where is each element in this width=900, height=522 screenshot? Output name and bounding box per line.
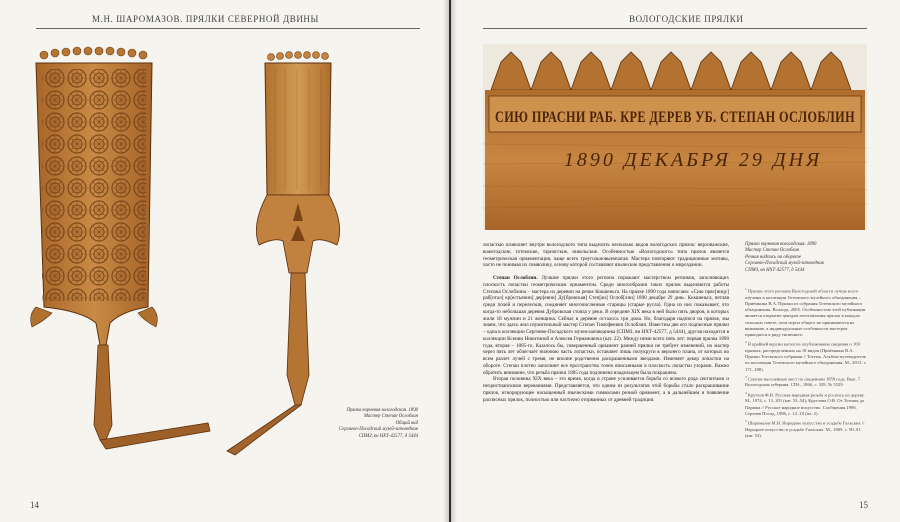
paragraph: лопастью позволяет внутри вологодского типа выделить несколько видов вологодских прялок: верховажские, вожегодские, тотемские, тарногские, никольские. Особенностью «Вологодского» типа прялок является геометрическая орнаментация, чаще всего треугольновыемчатая. Мастера повторяют традиционные мотивы, часто не понимая их символику, основу которой составляют языческие представления о мироздании.: [483, 242, 729, 269]
footnote: $^3$ Списки населенных мест по сведениям 1859 года. Вып. 7. Вологодская губерния. СПб., 1866, с. 329, № 5529.: [745, 374, 862, 388]
caption-line: Резная надпись на обороте: [745, 254, 801, 260]
inscription-line-2: 1890 ДЕКАБРЯ 29 ДНЯ: [563, 149, 823, 171]
paragraph: Вторая половина XIX века – это время, когда в стране усиливается борьба со всякого рода сектантами и нехристианскими верованиями. Представляется, что одним из результатов этой борьбы стало раскрашивание прялок, игнорирующее насыщенный языческими символами резной орнамент, а в дальнейшем и появление расписных прялок, полностью или частично оторванных от древней традиции.: [483, 376, 729, 403]
photo-caption-left: [296, 408, 418, 440]
caption-line: Мастер Степан Ослоблин: [363, 414, 418, 420]
inscription-line-1: СИЮ ПРАСНИ РАБ. КРЕ ДЕРЕВ УБ. СТЕПАН ОСЛОБЛИН: [495, 109, 856, 126]
book-gutter: [443, 0, 457, 522]
caption-line: Прялка корневая вологодская. 1890: [745, 242, 817, 247]
caption-line: СПМЗ, вн НХТ-42577, д 5444: [745, 267, 805, 273]
right-page: [451, 0, 900, 522]
caption-line: СПМЗ, вн НХТ-42577, д 5444: [358, 433, 418, 439]
caption-line: Общий вид: [395, 420, 418, 426]
footnote-text: Шаромазов М.Н. Народное искусство в усадьбе Гальских // Народное искусство в усадьбе Гальских. М., 2009, с. 90–91 (кат. 53).: [745, 420, 865, 438]
footnote: $^5$ Шаромазов М.Н. Народное искусство в усадьбе Гальских // Народное искусство в усадьбе Гальских. М., 2009, с. 90–91 (кат. 53).: [745, 418, 865, 438]
caption-line: Сергиево-Посадский музей-заповедник: [339, 427, 418, 433]
carved-inscription-photo: [483, 44, 867, 230]
caption-line: Мастер Степан Ослоблин: [745, 248, 800, 254]
footnote-text: Списки населенных мест по сведениям 1859 года. Вып. 7. Вологодская губерния. СПб., 1866, с. 329, № 5529.: [745, 376, 862, 388]
footnote-text: Круглов Ф.В. Русская народная резьба и роспись по дереву. М., 1974, с. 13, 201 (кат. 53–54); Круглова О.В. От Тотьмы до Парижа // Русское народное искусство. Сообщения 1996. Сергиев Посад, 1998, с. 12–18 (ил. 2).: [745, 392, 865, 416]
paragraph-text: Лучшие прялки этого региона поражают мастерством резчиков, заполняющих плоскость лопастки геометрическим орнаментом. Среди многообразия таких прялок выделяются работы Степана Ослоблина – мастера из деревни на речке Кокшеньга. На прялке 1890 года написано: «Сию пряс[ницу] раб[отал] кр[естьянин] дер[евни] Ду[бровская] Степ[ан] Ослоб[лин] 1890 декабре 29 дня». Кокшеньга, петляя среди полей и перелесков, соединяет многочисленные старицы (старые русла). Одна из них показывает, что когда-то небольшая деревня Дубровская стояла у реки. В середине XIX века в ней было пять дворов, в которых жили 18 мужчин и 21 женщина. Сейчас в деревне осталось три дома. Но, благодаря надписи на прялке, мы знаем, что здесь жил изумительный мастер Степан Тимофеевич Ослоблин. Известны две его подписные прялки – одна в коллекции Сергиево-Посадского музея-заповедника (СПМЗ, вн НХТ-42577, д 5444), другая находится в коллекции Ксении Никитиной и Алексея Германовича (кат. 22). Между ними всего пять лет: первая прялка 1890 года, вторая – 1885-го. Казалось бы, совершенный орнамент ранней прялки не требует изменений, но мастер через пять лет облегчает нижнюю часть лопастки, оставляет лишь полукруги в верхнего плана, от которых во всем разлет лучей с тремя, не вполне родственно раскрашенными звездами. Изменяет декор лопастки на обороте. Степан плотно заполняет все пространство точно вписанными в плоскость лопастки узорами. Важно обратить внимание, что резьба прялки 1885 года подчинена владельцем была покрашена.: [483, 275, 729, 376]
page-number-left: 14: [30, 500, 39, 510]
footnote: $^2$ В крайней версии каталога опубликованы сведения о 169 прялках, распределенных на 18 видов (Приёмкина В.А. Прялки Тотемского собрания // Тотемь. Альбом-путеводитель по коллекции Тотемского музейного объединения. М., 2013. с. 171–188).: [745, 340, 867, 372]
distaff-reverse-photo: [205, 45, 395, 465]
footnote: $^1$ Прялки этого региона Вологодской области лучше всего изучены в коллекции Тотемского музейного объединения – Приёмкина В.А. Прялки из собрания Тотемского музейного объединения. Вологда, 2005. Особенностью этой публикации является открытие центров изготовления прялок в каждом сельском совете, хотя черты общего не принимаются во внимание, а индивидуальные особенности мастеров приводятся к ряду типичного.: [745, 287, 866, 337]
footnote-text: Прялки этого региона Вологодской области лучше всего изучены в коллекции Тотемского музейного объединения – Приёмкина В.А. Прялки из собрания Тотемского музейного объединения. Вологда, 2005. Особенностью этой публикации является открытие центров изготовления прялок в каждом сельском совете, хотя черты общего не принимаются во внимание, а индивидуальные особенности мастеров приводятся к ряду типичного.: [745, 288, 866, 337]
caption-line: Сергиево-Посадский музей-заповедник: [745, 261, 824, 267]
article-body: [483, 242, 729, 403]
photo-caption-right: [745, 242, 869, 274]
page-number-right: 15: [859, 500, 868, 510]
paragraph: [483, 275, 729, 376]
header-rule-left: [36, 28, 420, 29]
running-head-left: М.Н. ШАРОМАЗОВ. ПРЯЛКИ СЕВЕРНОЙ ДВИНЫ: [92, 14, 319, 24]
footnote: $^4$ Круглов Ф.В. Русская народная резьба и роспись по дереву. М., 1974, с. 13, 201 (кат. 53–54); Круглова О.В. От Тотьмы до Парижа // Русское народное искусство. Сообщения 1996. Сергиев Посад, 1998, с. 12–18 (ил. 2).: [745, 390, 865, 416]
distaff-front-photo: [22, 45, 212, 475]
running-head-right: ВОЛОГОДСКИЕ ПРЯЛКИ: [629, 14, 744, 24]
section-heading: Степан Ослоблин.: [493, 275, 538, 281]
footnote-text: В крайней версии каталога опубликованы сведения о 169 прялках, распределенных на 18 видов (Приёмкина В.А. Прялки Тотемского собрания // Тотемь. Альбом-путеводитель по коллекции Тотемского музейного объединения. М., 2013. с. 171–188).: [745, 341, 867, 372]
left-page: [0, 0, 449, 522]
footnotes: [745, 286, 869, 440]
header-rule-right: [483, 28, 867, 29]
caption-line: Прялка корневая вологодская. 1890: [346, 408, 418, 413]
